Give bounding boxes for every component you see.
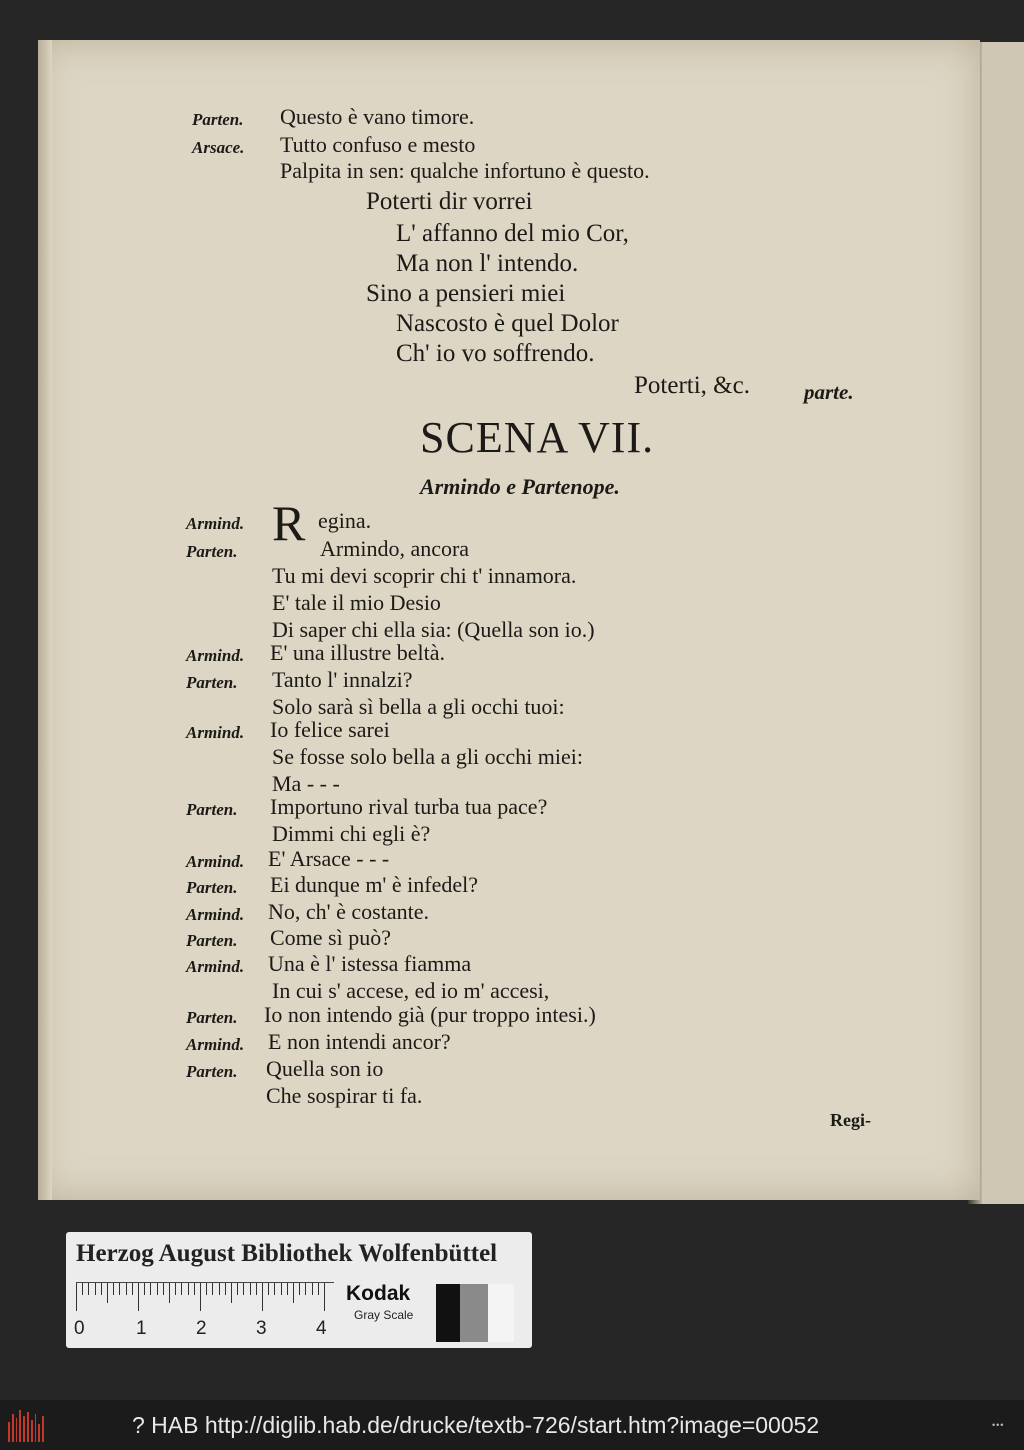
ruler-tick (262, 1283, 263, 1311)
ruler-number: 4 (316, 1318, 327, 1339)
dialogue-line: Di saper chi ella sia: (Quella son io.) (272, 617, 595, 642)
catchword: Regi- (830, 1110, 871, 1130)
ruler-number: 3 (256, 1318, 267, 1339)
speaker-label: Parten. (186, 1062, 238, 1081)
ruler-tick (169, 1283, 170, 1303)
ruler-tick (82, 1283, 83, 1295)
speaker-label: Parten. (192, 110, 244, 129)
ruler-tick (194, 1283, 195, 1295)
speaker-label: Parten. (186, 542, 238, 561)
ruler-number: 2 (196, 1318, 207, 1339)
ruler-tick (299, 1283, 300, 1295)
aria-line: Ch' io vo soffrendo. (396, 340, 595, 367)
verse-line: Tutto confuso e mesto (280, 132, 476, 157)
ruler-tick (119, 1283, 120, 1295)
speaker-label: Arsace. (192, 138, 245, 157)
ruler-tick (231, 1283, 232, 1303)
gray-swatch-black (436, 1284, 460, 1342)
ruler-tick (219, 1283, 220, 1295)
scene-title: SCENA VII. (420, 413, 655, 462)
dialogue-line: Se fosse solo bella a gli occhi miei: (272, 744, 583, 769)
gray-swatch-white (488, 1284, 514, 1342)
ruler-number: 0 (74, 1318, 85, 1339)
dialogue-line: Armindo, ancora (320, 536, 470, 561)
ruler-tick (76, 1283, 77, 1311)
dialogue-line: Quella son io (266, 1056, 384, 1081)
dialogue-line: Tu mi devi scoprir chi t' innamora. (272, 563, 577, 588)
dialogue-line: E' una illustre beltà. (270, 640, 446, 665)
ruler-tick (312, 1283, 313, 1295)
dialogue-line: E' tale il mio Desio (272, 590, 441, 615)
dialogue-line: Che sospirar ti fa. (266, 1083, 423, 1108)
kodak-brand: Kodak (346, 1282, 411, 1305)
speaker-label: Armind. (186, 957, 245, 976)
ruler-tick (188, 1283, 189, 1295)
speaker-label: Armind. (186, 852, 245, 871)
speaker-label: Parten. (186, 1008, 238, 1027)
ruler-tick (318, 1283, 319, 1295)
gray-scale-label: Gray Scale (354, 1308, 414, 1322)
ruler-tick (175, 1283, 176, 1295)
dialogue-line: Dimmi chi egli è? (272, 821, 431, 846)
ruler-number: 1 (136, 1318, 147, 1339)
speaker-label: Parten. (186, 673, 238, 692)
ruler-tick (181, 1283, 182, 1295)
dialogue-line: Ei dunque m' è infedel? (270, 872, 479, 897)
speaker-label: Parten. (186, 878, 238, 897)
drop-cap: R (272, 495, 306, 551)
ruler-tick (225, 1283, 226, 1295)
ruler-tick (138, 1283, 139, 1311)
ruler-tick (212, 1283, 213, 1295)
dialogue-line: E non intendi ancor? (268, 1029, 451, 1054)
ruler-tick (268, 1283, 269, 1295)
ruler-tick (157, 1283, 158, 1295)
speaker-label: Armind. (186, 1035, 245, 1054)
aria-line: Sino a pensieri miei (366, 280, 566, 307)
ruler-tick (250, 1283, 251, 1295)
verse-line: Palpita in sen: qualche infortuno è questo. (280, 158, 650, 183)
ruler-tick (113, 1283, 114, 1295)
aria-line: Ma non l' intendo. (396, 250, 579, 277)
ruler-tick (274, 1283, 275, 1295)
ruler-tick (107, 1283, 108, 1303)
ruler-tick (88, 1283, 89, 1295)
dialogue-line: In cui s' accese, ed io m' accesi, (272, 978, 550, 1003)
stage-direction: parte. (804, 380, 854, 404)
da-capo-line: Poterti, &c. (634, 372, 750, 399)
ruler-tick (132, 1283, 133, 1295)
footer-dots-icon: ••• (992, 1420, 1005, 1430)
ruler-tick (101, 1283, 102, 1295)
ruler-tick (237, 1283, 238, 1295)
dialogue-line: Una è l' istessa fiamma (268, 951, 472, 976)
ruler-tick (324, 1283, 325, 1311)
dialogue-line: No, ch' è costante. (268, 899, 429, 924)
ruler-tick (144, 1283, 145, 1295)
ruler-tick (126, 1283, 127, 1295)
dialogue-line: Importuno rival turba tua pace? (270, 794, 548, 819)
speaker-label: Armind. (186, 514, 245, 533)
speaker-label: Parten. (186, 931, 238, 950)
dialogue-line: Ma - - - (272, 771, 340, 796)
ruler-tick (200, 1283, 201, 1311)
scale-ruler (76, 1282, 334, 1313)
library-name: Herzog August Bibliothek Wolfenbüttel (76, 1240, 498, 1267)
ruler-tick (281, 1283, 282, 1295)
ruler-tick (163, 1283, 164, 1295)
ruler-tick (256, 1283, 257, 1295)
aria-line: Poterti dir vorrei (366, 188, 533, 215)
dialogue-line: egina. (318, 508, 372, 533)
dialogue-line: Tanto l' innalzi? (272, 667, 413, 692)
ruler-tick (95, 1283, 96, 1295)
ruler-tick (243, 1283, 244, 1295)
ruler-tick (206, 1283, 207, 1295)
ruler-tick (150, 1283, 151, 1295)
footer-url[interactable]: ? HAB http://diglib.hab.de/drucke/textb-726/start.htm?image=00052 (132, 1412, 820, 1438)
dialogue-line: E' Arsace - - - (268, 846, 390, 871)
verse-line: Questo è vano timore. (280, 104, 475, 129)
page-edge (38, 40, 52, 1200)
ruler-tick (293, 1283, 294, 1303)
speaker-label: Armind. (186, 723, 245, 742)
ruler-tick (305, 1283, 306, 1295)
aria-line: L' affanno del mio Cor, (396, 220, 629, 247)
dialogue-line: Io felice sarei (270, 717, 390, 742)
aria-line: Nascosto è quel Dolor (396, 310, 619, 337)
speaker-label: Parten. (186, 800, 238, 819)
dialogue-line: Solo sarà sì bella a gli occhi tuoi: (272, 694, 565, 719)
hab-logo-icon (8, 1410, 44, 1442)
ruler-tick (287, 1283, 288, 1295)
speaker-label: Armind. (186, 646, 245, 665)
scene-persons: Armindo e Partenope. (420, 474, 620, 499)
dialogue-line: Come sì può? (270, 925, 391, 950)
gray-swatch-mid (460, 1284, 488, 1342)
dialogue-line: Io non intendo già (pur troppo intesi.) (264, 1002, 596, 1027)
speaker-label: Armind. (186, 905, 245, 924)
